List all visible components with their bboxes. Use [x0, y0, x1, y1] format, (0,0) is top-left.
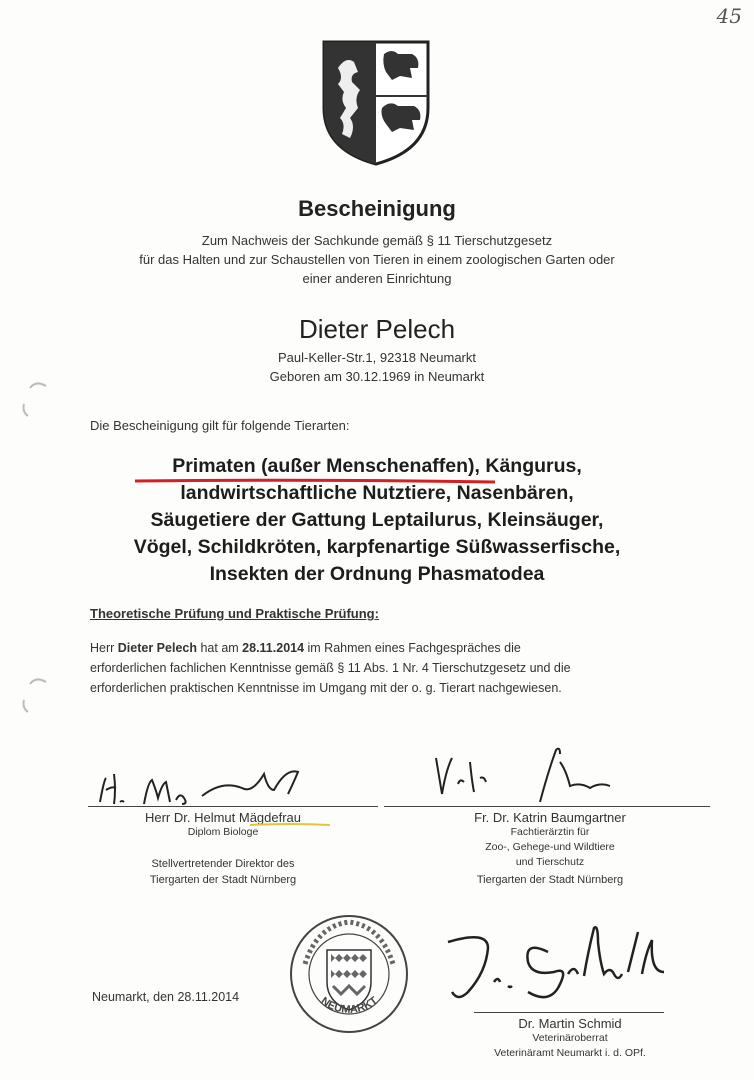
signer-right-title: Zoo-, Gehege-und Wildtiere [485, 841, 615, 853]
exam-text-mid: hat am [197, 641, 243, 655]
red-underline-mark [133, 478, 497, 484]
signer-left-affiliation [118, 856, 328, 888]
signature-line-left [88, 806, 378, 807]
document-title: Bescheinigung [298, 196, 456, 221]
signature-line-right [384, 806, 710, 807]
species-line: Primaten (außer Menschenaffen), Kängurus, [172, 455, 582, 477]
signer-bottom [440, 1016, 700, 1061]
signer-right-title: Fachtierärztin für [510, 826, 590, 838]
signer-bottom-name: Dr. Martin Schmid [518, 1016, 622, 1031]
exam-date: 28.11.2014 [242, 641, 305, 655]
signer-left-name: Herr Dr. Helmut Mägdefrau [144, 810, 302, 825]
species-intro: Die Bescheinigung gilt für folgende Tierarten: [90, 418, 350, 433]
highlight-mark [250, 822, 330, 828]
species-line: Insekten der Ordnung Phasmatodea [209, 563, 545, 585]
exam-text-line: erforderlichen praktischen Kenntnisse im Umgang mit der o. g. Tierart nachgewiesen. [90, 681, 562, 695]
document-subtitle [0, 231, 754, 288]
exam-text-rest: im Rahmen eines Fachgespräches die [304, 641, 521, 655]
signer-bottom-title: Veterinäroberrat [532, 1032, 608, 1044]
punch-hole-mark [16, 676, 56, 716]
signer-right-name: Fr. Dr. Katrin Baumgartner [474, 810, 626, 825]
page-number: 45 [716, 4, 742, 28]
species-line: Säugetiere der Gattung Leptailurus, Kleinsäuger, [150, 509, 604, 531]
affiliation-line: Stellvertretender Direktor des [151, 858, 295, 870]
exam-paragraph [90, 638, 700, 698]
signer-right-title: und Tierschutz [515, 856, 585, 868]
signature-bottom-icon [428, 912, 678, 1008]
signer-right-affiliation: Tiergarten der Stadt Nürnberg [476, 874, 624, 886]
species-line: Vögel, Schildkröten, karpfenartige Süßwasserfische, [133, 536, 621, 558]
exam-person-name: Dieter Pelech [117, 641, 197, 655]
signer-bottom-office: Veterinäramt Neumarkt i. d. OPf. [494, 1047, 646, 1059]
place-date: Neumarkt, den 28.11.2014 [92, 990, 240, 1004]
punch-hole-mark [16, 380, 56, 420]
species-list [0, 453, 754, 588]
person-address: Paul-Keller-Str.1, 92318 Neumarkt [278, 350, 476, 365]
exam-text-line: erforderlichen fachlichen Kenntnisse gemäß § 11 Abs. 1 Nr. 4 Tierschutzgesetz und die [90, 661, 571, 675]
exam-heading: Theoretische Prüfung und Praktische Prüfung: [90, 606, 379, 621]
subtitle-line: für das Halten und zur Schaustellen von Tieren in einem zoologischen Garten oder [139, 252, 615, 267]
exam-text-prefix: Herr [90, 641, 118, 655]
signature-left-icon [92, 760, 332, 810]
seal-text: NEUMARKT [318, 994, 381, 1017]
signer-left-title: Diplom Biologe [187, 826, 259, 838]
signer-right [420, 810, 680, 870]
subtitle-line: einer anderen Einrichtung [302, 271, 452, 286]
signature-line-bottom [474, 1012, 664, 1013]
person-details [0, 348, 754, 386]
species-line: landwirtschaftliche Nutztiere, Nasenbären, [180, 482, 574, 504]
person-name: Dieter Pelech [298, 314, 456, 344]
affiliation-line: Tiergarten der Stadt Nürnberg [149, 874, 297, 886]
official-seal-icon [287, 912, 411, 1036]
signature-right-icon [430, 742, 630, 806]
coat-of-arms-icon [320, 38, 432, 168]
subtitle-line: Zum Nachweis der Sachkunde gemäß § 11 Tierschutzgesetz [201, 233, 553, 248]
person-birth: Geboren am 30.12.1969 in Neumarkt [269, 369, 485, 384]
